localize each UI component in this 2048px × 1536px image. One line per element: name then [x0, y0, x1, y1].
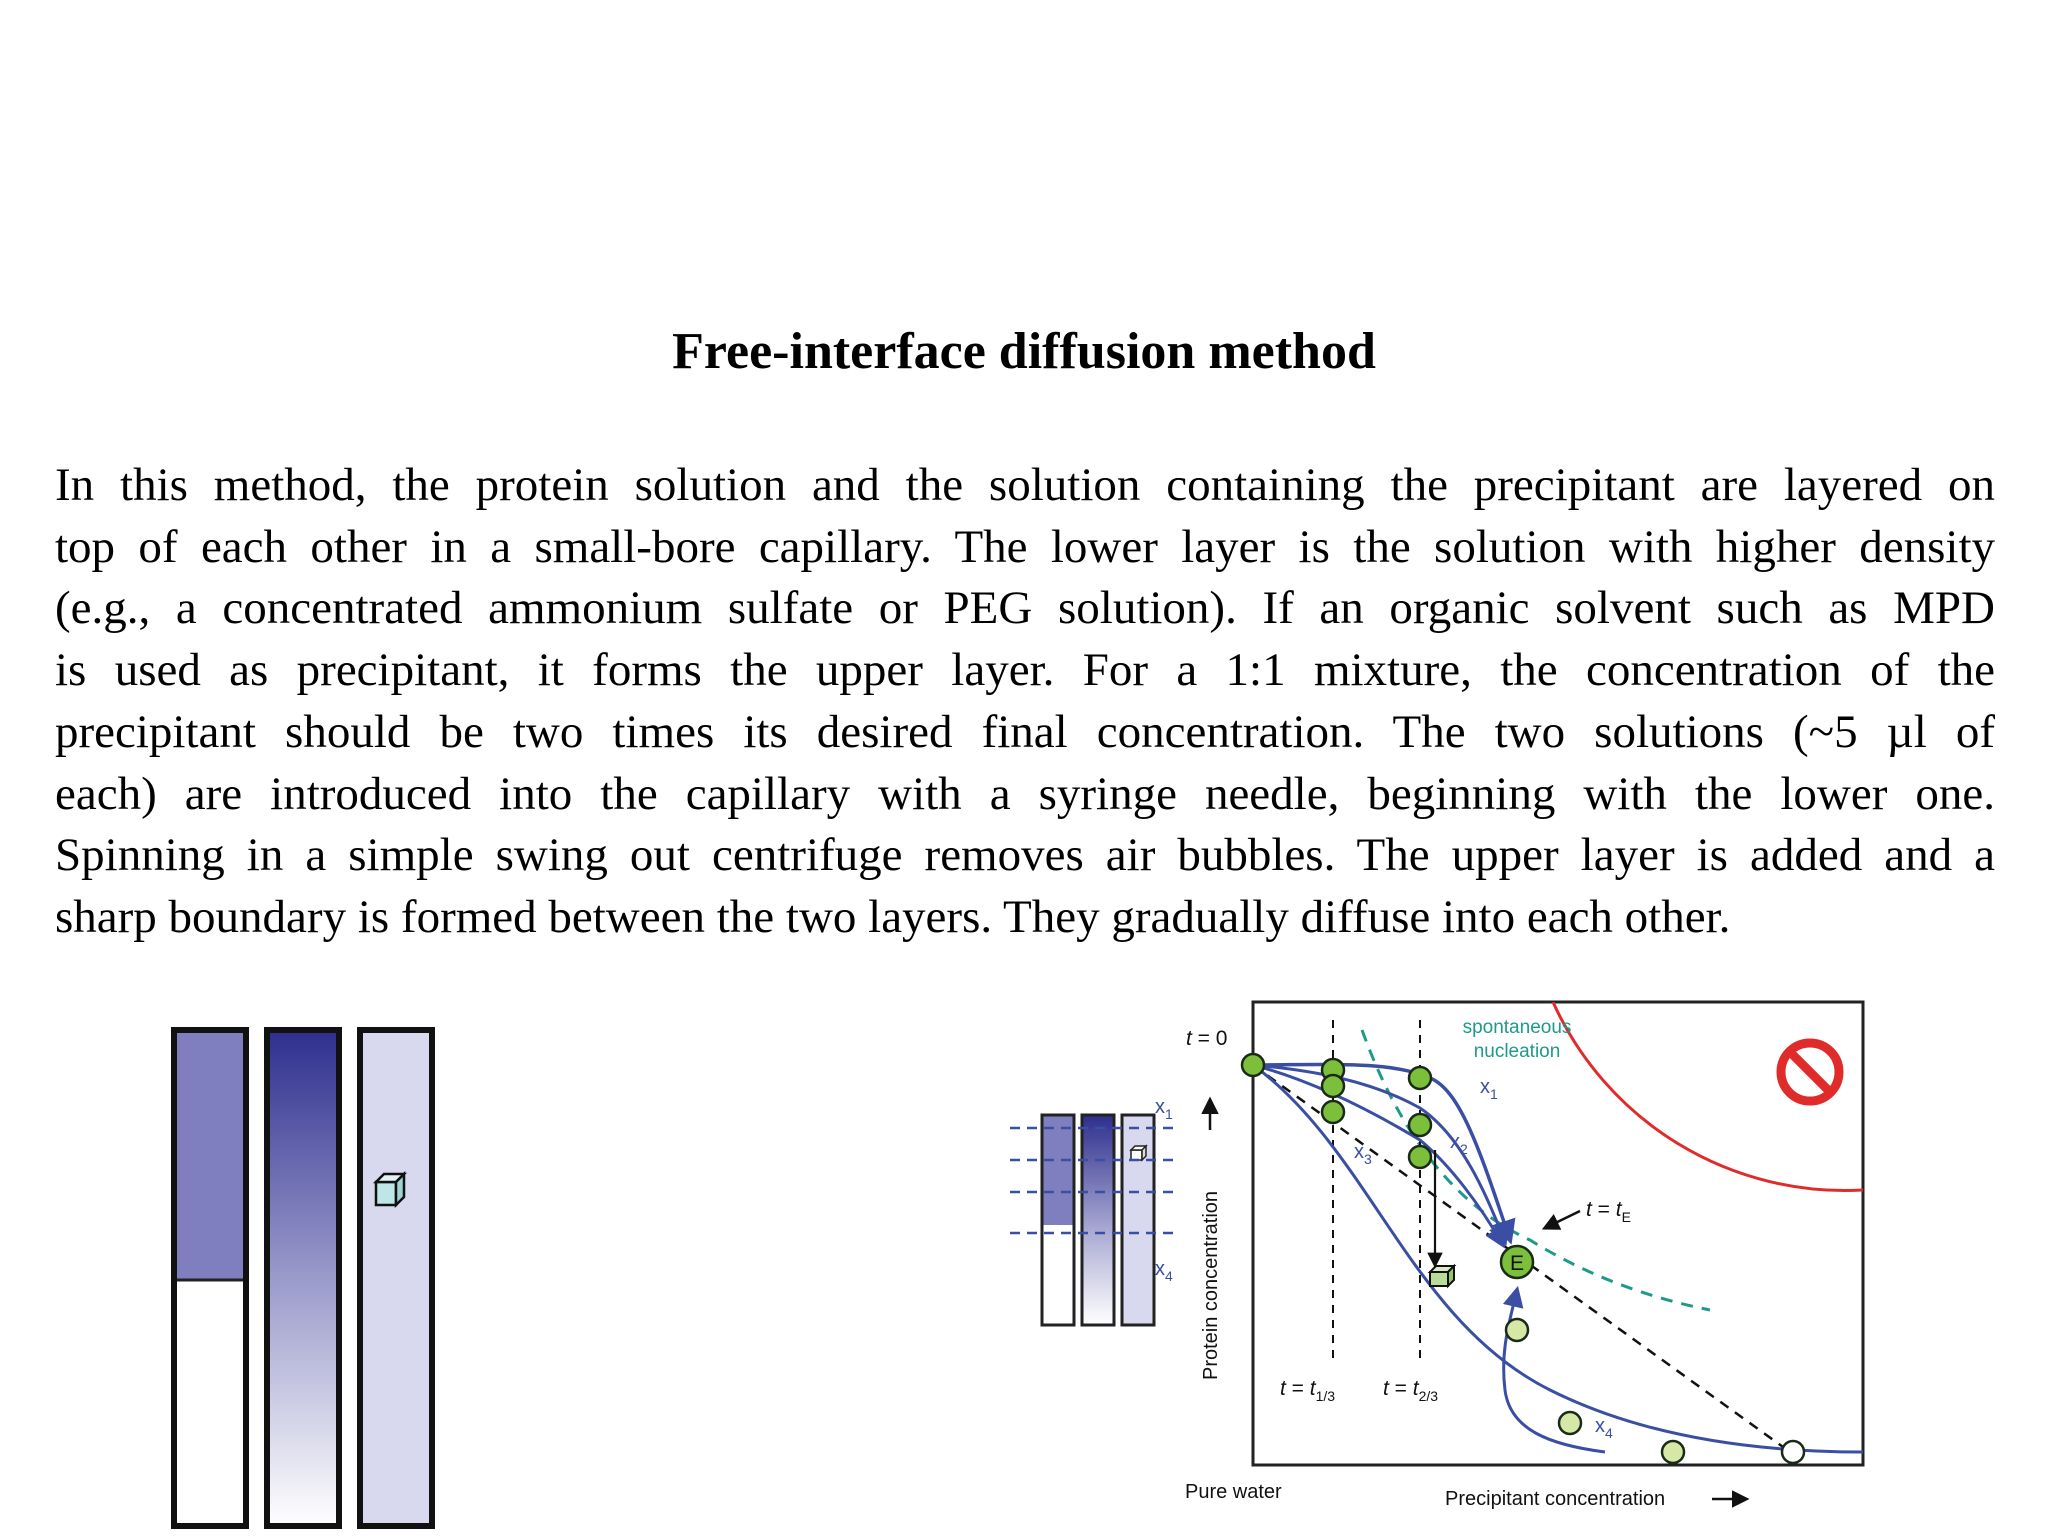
point — [1322, 1075, 1344, 1097]
point-start — [1242, 1054, 1264, 1076]
t0-label: t = 0 — [1186, 1027, 1228, 1050]
x2-curve-label: $x_2$ — [1450, 1131, 1468, 1157]
t13-label: $t = t_{1/3}$ — [1280, 1377, 1336, 1404]
x-axis-label: Precipitant concentration — [1445, 1488, 1666, 1510]
tube-diffusing — [267, 1030, 339, 1526]
tube-equilibrated — [360, 1030, 432, 1526]
point — [1506, 1319, 1528, 1341]
capillary-tubes-illustration — [170, 1020, 450, 1530]
y-axis-label: Protein concentration — [1200, 1190, 1222, 1380]
nucleation-label: nucleation — [1473, 1041, 1561, 1062]
point — [1322, 1101, 1344, 1123]
point — [1559, 1412, 1581, 1434]
point-end — [1782, 1441, 1804, 1463]
te-label: $t = t_E$ — [1586, 1198, 1631, 1225]
paragraph-line: top of each other in a small-bore capillary. The lower layer is the solution with higher density — [55, 520, 1995, 573]
point — [1409, 1146, 1431, 1168]
body-paragraph — [55, 455, 1995, 949]
pure-water-label: Pure water — [1185, 1481, 1282, 1503]
point — [1409, 1067, 1431, 1089]
small-crystal-icon — [1131, 1146, 1146, 1160]
point — [1662, 1441, 1684, 1463]
phase-diagram-figure — [990, 990, 1890, 1520]
equilibrium-point — [1501, 1246, 1533, 1278]
crystal-icon — [376, 1174, 404, 1205]
point — [1409, 1114, 1431, 1136]
x3-curve-label: $x_3$ — [1354, 1141, 1372, 1167]
x1-curve-label: $x_1$ — [1480, 1076, 1498, 1102]
paragraph-line: Spinning in a simple swing out centrifuge removes air bubbles. The upper layer is added and a — [55, 829, 1995, 882]
prohibited-icon — [1781, 1043, 1839, 1101]
page-title: Free-interface diffusion method — [672, 323, 1376, 380]
tube-initial-layered — [174, 1030, 246, 1526]
paragraph-line: sharp boundary is formed between the two layers. They gradually diffuse into each other. — [55, 890, 1731, 943]
x1-side-label: $x_1$ — [1155, 1096, 1173, 1122]
paragraph-line: precipitant should be two times its desired final concentration. The two solutions (~5 µl of — [55, 705, 1995, 758]
t23-label: $t = t_{2/3}$ — [1383, 1377, 1439, 1404]
paragraph-line: each) are introduced into the capillary with a syringe needle, beginning with the lower one. — [55, 767, 1995, 820]
x4-side-label: $x_4$ — [1155, 1258, 1173, 1284]
spontaneous-label: spontaneous — [1462, 1017, 1572, 1038]
svg-text:E: E — [1509, 1252, 1525, 1275]
paragraph-line: In this method, the protein solution and the solution containing the precipitant are layered on — [55, 459, 1995, 511]
paragraph-line: is used as precipitant, it forms the upper layer. For a 1:1 mixture, the concentration of the — [55, 644, 1995, 697]
small-tubes-illustration — [1010, 1115, 1180, 1325]
x4-curve-label: $x_4$ — [1595, 1415, 1613, 1441]
crystal-icon — [1430, 1266, 1454, 1286]
paragraph-line: (e.g., a concentrated ammonium sulfate or PEG solution). If an organic solvent such as MPD — [55, 582, 1995, 635]
